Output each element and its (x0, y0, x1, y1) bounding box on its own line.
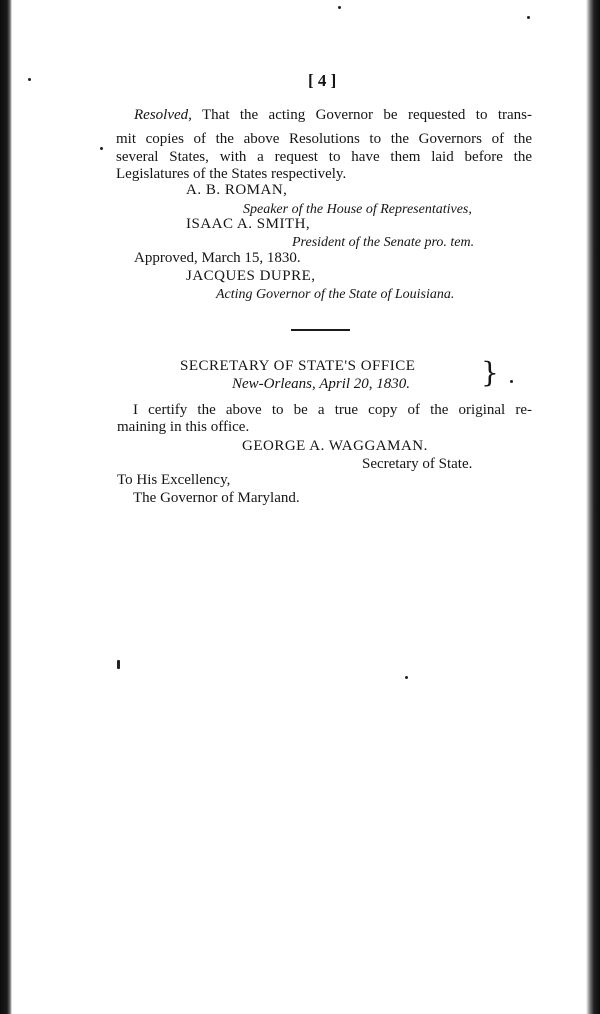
resolution-line-1-text: That the acting Governor be requested to trans- (202, 107, 532, 123)
resolution-line-2: mit copies of the above Resolutions to the Governors of the (116, 131, 532, 147)
page-number: [ 4 ] (308, 71, 337, 90)
scan-edge-left (0, 0, 12, 1014)
governor-title: Acting Governor of the State of Louisiana. (216, 287, 455, 302)
governor-name: JACQUES DUPRE, (186, 268, 316, 284)
scan-speck (527, 16, 530, 19)
president-title: President of the Senate pro. tem. (292, 235, 475, 250)
approved-date: Approved, March 15, 1830. (134, 250, 301, 266)
scan-speck (117, 660, 120, 669)
speaker-name: A. B. ROMAN, (186, 182, 288, 198)
scan-speck (405, 676, 408, 679)
brace-mark: } (481, 356, 499, 389)
certify-line-1: I certify the above to be a true copy of the original re- (133, 402, 532, 418)
scan-speck (510, 380, 513, 383)
speaker-title: Speaker of the House of Representatives, (243, 202, 472, 217)
section-divider (291, 329, 350, 331)
office-heading: SECRETARY OF STATE'S OFFICE (180, 358, 416, 374)
scan-speck (100, 147, 103, 150)
scan-speck (338, 6, 341, 9)
president-name: ISAAC A. SMITH, (186, 216, 311, 232)
address-line-1: To His Excellency, (117, 472, 231, 488)
resolution-line-1 (134, 107, 532, 124)
address-line-2: The Governor of Maryland. (133, 490, 300, 506)
scan-speck (28, 78, 31, 81)
signer-title: Secretary of State. (362, 456, 473, 472)
resolved-label: Resolved, (134, 107, 192, 123)
scan-edge-right (586, 0, 600, 1014)
resolution-line-4: Legislatures of the States respectively. (116, 166, 347, 182)
signer-name: GEORGE A. WAGGAMAN. (242, 438, 428, 454)
certify-line-2: maining in this office. (117, 419, 250, 435)
office-place-date: New-Orleans, April 20, 1830. (232, 376, 411, 392)
resolution-line-3: several States, with a request to have them laid before the (116, 149, 532, 165)
